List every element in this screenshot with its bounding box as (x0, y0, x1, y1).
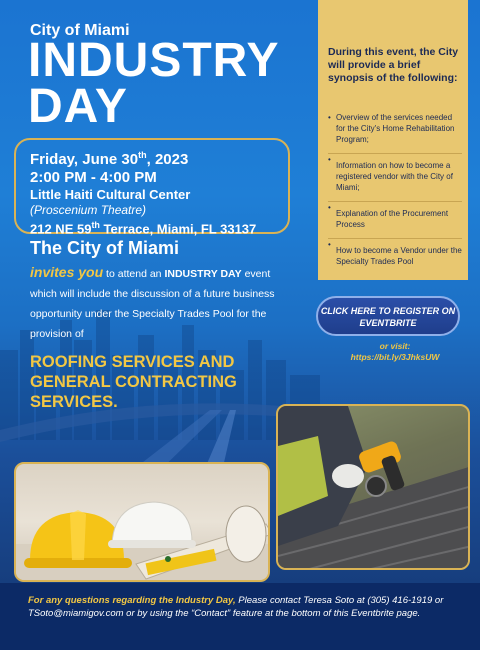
services-heading: ROOFING SERVICES AND GENERAL CONTRACTING SERVICES. (30, 353, 237, 411)
hard-hats-photo (14, 462, 270, 582)
register-link-block (340, 341, 450, 363)
footer-contact-text: For any questions regarding the Industry Day, Please contact Teresa Soto at (305) 416-1919 or TSoto@miamigov.com or by using the “Contact” feature at the bottom of this Eventbrite page. (28, 595, 444, 619)
page-title (28, 34, 280, 133)
event-venue: Little Haiti Cultural Center (30, 187, 191, 202)
hard-hats-illustration (16, 464, 270, 582)
list-item: • Information on how to become a registered vendor with the City of Miami; (328, 153, 462, 193)
synopsis-heading: During this event, the City will provide a brief synopsis of the following: (328, 46, 459, 84)
event-date: Friday, June 30th, 2023 (30, 150, 189, 168)
list-item: • Overview of the services needed for the City's Home Rehabilitation Program; (328, 112, 462, 145)
title-line-1: INDUSTRY (28, 34, 280, 87)
city-of-miami-label: City of Miami (30, 22, 130, 39)
invite-text: invites you to attend an INDUSTRY DAY event which will include the discussion of a future business opportunity under the Specialty Trades Pool for the provision of (30, 264, 275, 340)
event-time: 2:00 PM - 4:00 PM (30, 169, 157, 186)
event-venue-note: (Proscenium Theatre) (30, 203, 147, 217)
synopsis-list (328, 112, 462, 275)
register-link[interactable]: https://bit.ly/3JhksUW (350, 352, 440, 362)
event-address: 212 NE 59th Terrace, Miami, FL 33137 (30, 220, 257, 237)
register-button[interactable]: CLICK HERE TO REGISTER ON EVENTBRITE (316, 296, 460, 336)
list-item: • Explanation of the Procurement Process (328, 201, 462, 230)
roofer-illustration (278, 406, 470, 570)
roofer-photo (276, 404, 470, 570)
or-visit-label: or visit: (379, 341, 411, 351)
list-item: • How to become a Vendor under the Specialty Trades Pool (328, 238, 462, 267)
invite-heading: The City of Miami (30, 238, 180, 258)
title-line-2: DAY (28, 80, 128, 133)
event-details (30, 146, 256, 237)
